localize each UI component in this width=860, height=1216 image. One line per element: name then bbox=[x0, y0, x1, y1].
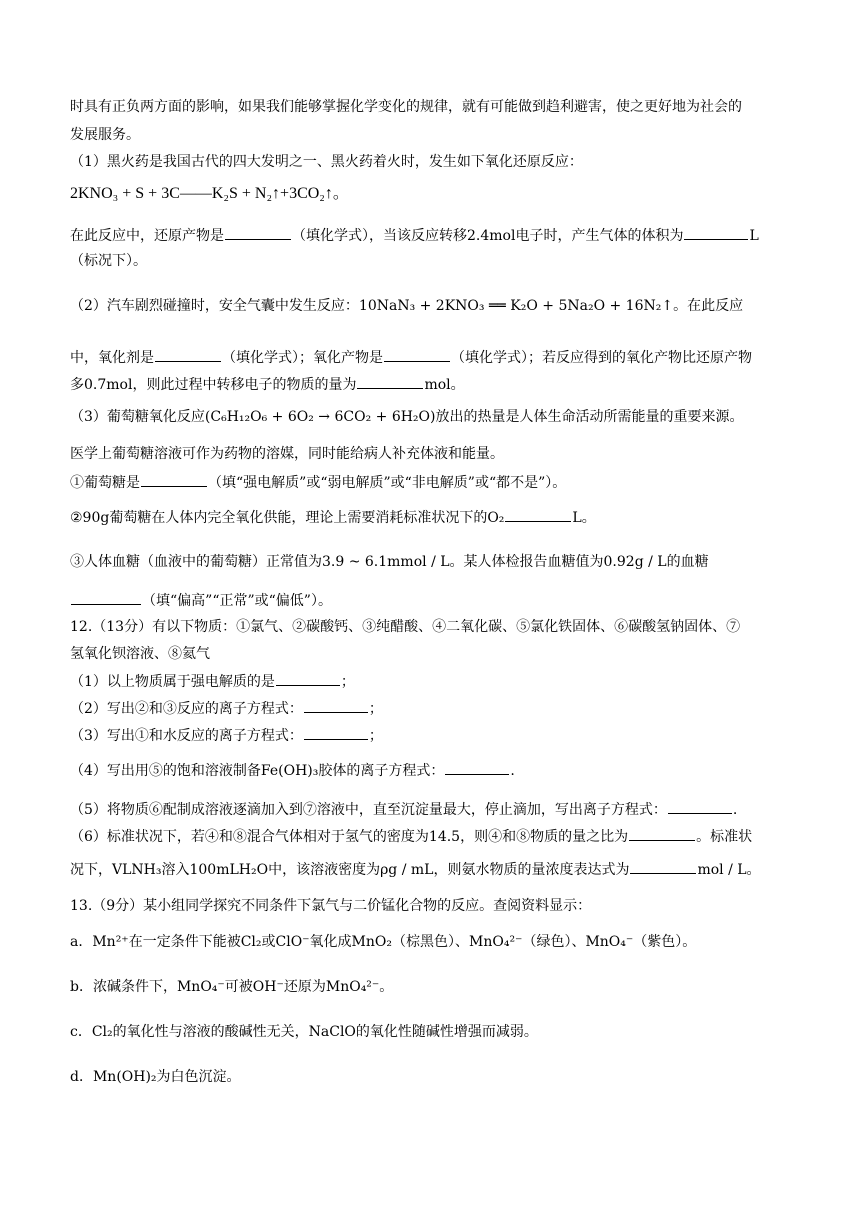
q11-part2-c1: 多0.7mol，则此过程中转移电子的物质的量为 bbox=[70, 377, 357, 393]
q11-p3-s1a: ①葡萄糖是 bbox=[70, 475, 140, 491]
q12-s4-text: （4）写出用⑤的饱和溶液制备Fe(OH)₃胶体的离子方程式： bbox=[70, 763, 445, 779]
q12-s5-text: （5）将物质⑥配制成溶液逐滴加入到⑦溶液中，直至沉淀量最大，停止滴加，写出离子方程式： bbox=[70, 802, 667, 818]
q12-s5-end: . bbox=[732, 802, 738, 818]
q11-p3-s2b: L。 bbox=[572, 510, 596, 526]
q12-sub3 bbox=[70, 725, 383, 746]
q11-part3-sub3-2 bbox=[70, 590, 332, 611]
q11-part3-sub3: ③人体血糖（血液中的葡萄糖）正常值为3.9 ~ 6.1mmol / L。某人体检报告血糖值为0.92g / L的血糖 bbox=[70, 554, 709, 570]
q11-p3-s3b: （填“偏高”“正常”或“偏低”）。 bbox=[142, 593, 332, 609]
q11-part3-text: （3）葡萄糖氧化反应(C₆H₁₂O₆ + 6O₂ → 6CO₂ + 6H₂O)放出的热量是人体生命活动所需能量的重要来源。 bbox=[70, 409, 744, 425]
q12-header-2: 氢氧化钡溶液、⑧氦气 bbox=[70, 646, 210, 662]
q12-sub4 bbox=[70, 760, 515, 781]
answer-blank[interactable] bbox=[684, 225, 748, 240]
q12-s2-end: ； bbox=[368, 701, 383, 717]
answer-blank[interactable] bbox=[155, 347, 221, 362]
q11-part2-b1: 中，氧化剂是 bbox=[70, 350, 154, 366]
q12-s1-text: （1）以上物质属于强电解质的是 bbox=[70, 674, 275, 690]
answer-blank[interactable] bbox=[71, 590, 141, 605]
q12-s4-end: . bbox=[510, 763, 515, 779]
q11-part1-q-c: L bbox=[749, 228, 759, 244]
q11-p3-s1b: （填“强电解质”或“弱电解质”或“非电解质”或“都不是”）。 bbox=[208, 475, 567, 491]
q11-part1-q-a: 在此反应中，还原产物是 bbox=[70, 228, 224, 244]
q11-part3-sub2 bbox=[70, 507, 596, 528]
q12-sub1 bbox=[70, 671, 355, 692]
q11-part1-q-d: （标况下）。 bbox=[70, 253, 147, 269]
q12-s2-text: （2）写出②和③反应的离子方程式： bbox=[70, 701, 303, 717]
q13-item-b: b．浓碱条件下，MnO₄⁻可被OH⁻还原为MnO₄²⁻。 bbox=[70, 979, 394, 995]
answer-blank[interactable] bbox=[668, 799, 732, 814]
q13-item-a: a．Mn²⁺在一定条件下能被Cl₂或ClO⁻氧化成MnO₂（棕黑色）、MnO₄²⁻（绿色）、MnO₄⁻（紫色）。 bbox=[70, 934, 697, 950]
q12-s6-text-3: 况下，VLNH₃溶入100mLH₂O中，该溶液密度为ρg / mL，则氨水物质的量浓度表达式为 bbox=[70, 862, 630, 878]
answer-blank[interactable] bbox=[445, 760, 509, 775]
intro-line-2: 发展服务。 bbox=[70, 127, 140, 143]
q11-part3-sub1 bbox=[70, 472, 566, 493]
q12-header: 12.（13分）有以下物质：①氯气、②碳酸钙、③纯醋酸、④二氧化碳、⑤氯化铁固体、⑥碳酸氢钠固体、⑦ bbox=[70, 619, 741, 635]
q11-part2-b2: （填化学式）；氧化产物是 bbox=[222, 350, 383, 366]
q13-item-c: c．Cl₂的氧化性与溶液的酸碱性无关，NaClO的氧化性随碱性增强而减弱。 bbox=[70, 1024, 538, 1040]
intro-line-1: 时具有正负两方面的影响，如果我们能够掌握化学变化的规律，就有可能做到趋利避害，使之更好地为社会的 bbox=[70, 99, 742, 115]
answer-blank[interactable] bbox=[276, 671, 340, 686]
q11-part2-c2: mol。 bbox=[424, 377, 465, 393]
q12-s3-text: （3）写出①和水反应的离子方程式： bbox=[70, 728, 303, 744]
q11-part1-question bbox=[70, 225, 759, 246]
answer-blank[interactable] bbox=[304, 698, 368, 713]
answer-blank[interactable] bbox=[630, 859, 696, 874]
answer-blank[interactable] bbox=[141, 472, 207, 487]
q11-part2-text: （2）汽车剧烈碰撞时，安全气囊中发生反应：10NaN₃ + 2KNO₃ ══ K₂O + 5Na₂O + 16N₂↑。在此反应 bbox=[70, 298, 744, 314]
answer-blank[interactable] bbox=[629, 826, 695, 841]
q12-sub2 bbox=[70, 698, 383, 719]
q11-part1-text: （1）黑火药是我国古代的四大发明之一、黑火药着火时，发生如下氧化还原反应： bbox=[70, 154, 583, 170]
q12-s3-end: ； bbox=[368, 728, 383, 744]
q11-p3-s2a: ②90g葡萄糖在人体内完全氧化供能，理论上需要消耗标准状况下的O₂ bbox=[70, 510, 505, 526]
q12-s6-text-2: 。标准状 bbox=[696, 829, 753, 845]
q12-s6-text: （6）标准状况下，若④和⑧混合气体相对于氢气的密度为14.5，则④和⑧物质的量之比为 bbox=[70, 829, 629, 845]
q13-item-d: d．Mn(OH)₂为白色沉淀。 bbox=[70, 1069, 241, 1085]
q12-sub6 bbox=[70, 826, 752, 847]
answer-blank[interactable] bbox=[384, 347, 450, 362]
q11-part2-question bbox=[70, 347, 752, 368]
q12-s1-end: ； bbox=[340, 674, 355, 690]
answer-blank[interactable] bbox=[357, 374, 423, 389]
answer-blank[interactable] bbox=[505, 507, 571, 522]
q11-part3-text-2: 医学上葡萄糖溶液可作为药物的溶媒，同时能给病人补充体液和能量。 bbox=[70, 446, 504, 462]
q11-part1-q-b: （填化学式），当该反应转移2.4mol电子时，产生气体的体积为 bbox=[292, 228, 684, 244]
q11-part2-question-2 bbox=[70, 374, 465, 395]
q11-part2-b3: （填化学式）；若反应得到的氧化产物比还原产物 bbox=[451, 350, 752, 366]
answer-blank[interactable] bbox=[225, 225, 291, 240]
q12-sub6-line2 bbox=[70, 859, 761, 880]
q13-header: 13.（9分）某小组同学探究不同条件下氯气与二价锰化合物的反应。查阅资料显示： bbox=[70, 898, 592, 914]
q11-part1-equation: 2KNO₃ + S + 3C——K₂S + N₂↑+3CO₂↑。 bbox=[70, 185, 349, 202]
q12-s6-unit: mol / L。 bbox=[697, 862, 761, 878]
answer-blank[interactable] bbox=[304, 725, 368, 740]
q12-sub5 bbox=[70, 799, 737, 820]
